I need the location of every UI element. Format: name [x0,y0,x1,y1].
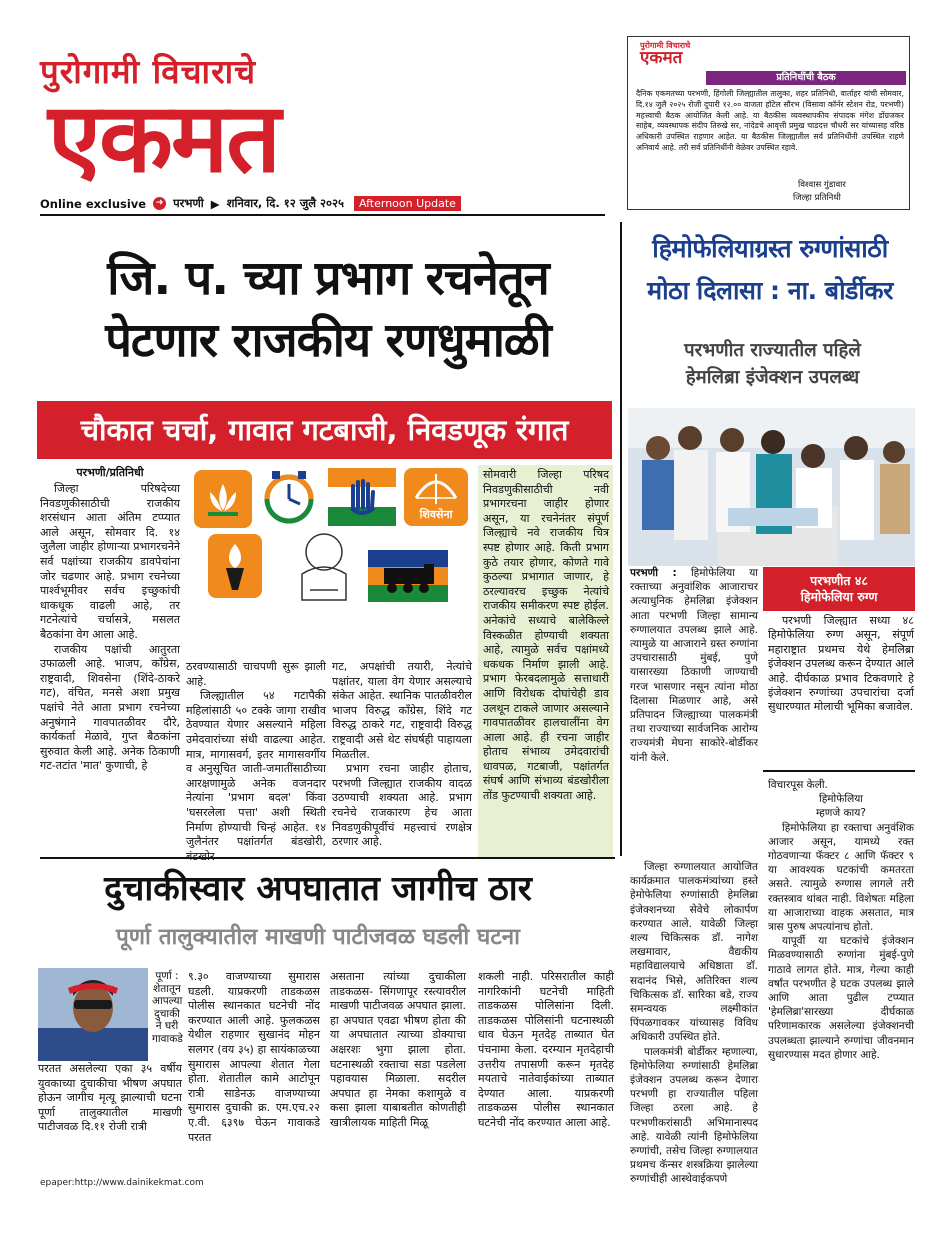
notice-mini-logo: एकमत [640,48,683,68]
arrow-right-icon: ➜ [153,197,166,210]
lead-col4: सोमवारी जिल्हा परिषद निवडणुकीसाठीची नवी प्रभागरचना जाहीर होणार असून, या रचनेनंतर संपूर्ण जिल्ह्याचे नवे राजकीय चित्र स्पष्ट होणार आहे. किती प्रभाग कुठे तयार होणार, कोणते गावे कुठल्या प्रभागात जाणार, हे ठरल्यावरच इच्छुक नेत्यांचे राजकीय समीकरण स्पष्ट होईल. अनेकांचे सध्याचे बालेकिल्ले विस्कळीत होण्याची शक्यता आहे, त्यामुळे सर्वच पक्षांमध्ये धकधक निर्माण झाली आहे. प्रभाग फेरबदलामुळे सत्ताधारी आणि विरोधक दोघांचेही डाव उलथून टाकले जाणार असल्याने गावपातळीवर हालचालींना वेग आला आहे. ही रचना जाहीर होताच संभाव्य उमेदवारांची धावपळ, गटबाजी, पक्षांतर्गत संघर्ष आणि संभाव्य बंडखोरीला तोंड फुटण्याची शक्यता आहे. [483,468,609,803]
lead-col3-p1: गट, अपक्षांची तयारी, नेत्यांचे पक्षांतर, याला वेग येणार असल्याचे संकेत आहेत. स्थानिक पातळीवरील भाजप विरुद्ध काँग्रेस, शिंदे गट विरुद्ध ठाकरे गट, राष्ट्रवादी विरुद्ध राष्ट्रवादी असे थेट संघर्षही पाहायला मिळतील. [332,660,472,761]
lead-headline-line2: पेटणार राजकीय रणधुमाळी [105,313,551,368]
dateline [40,196,605,214]
lead-col2-p1: ठरवण्यासाठी चाचपणी सुरू झाली आहे. [186,660,326,688]
mns-engine-icon [368,550,448,602]
victim-photo [38,968,148,1061]
hemo-col1-top [630,566,758,765]
notice-box [627,36,910,210]
hemo-subhead [630,337,915,391]
lead-col3 [332,660,472,850]
hemo-faq-heading-2: म्हणजे काय? [816,807,866,820]
hemo-headline-line1: हिमोफेलियाग्रस्त रुग्णांसाठी [652,234,888,263]
accident-col3: असताना त्यांच्या दुचाकीला ताडकळस- सिंगणापूर रस्त्यावरील माखणी पाटीजवळ अपघात झाला. हा अपघात एवढा भीषण होता की या अपघातात त्याच्या डोक्याचा अक्षरशः भुगा झाला होता. घटनास्थळी रक्ताचा सडा पडलेला पहावयास मिळाला. सदरील अपघात हा नेमका कशामुळे व कसा झाला याबाबतीत कोणतीही खात्रीलायक माहिती मिळू [330,970,466,1129]
notice-body: दैनिक एकमतच्या परभणी, हिंगोली जिल्ह्यातील तालुका, शहर प्रतिनिधी, वार्ताहर यांची सोमवार, दि.१४ जुलै २०२५ रोजी दुपारी १२.०० वाजता हॉटेल सौरभ (विसावा कॉर्नर स्टेशन रोड, परभणी) महत्त्वाची बैठक आयोजित केली आहे. या बैठकीस व्यवस्थापकीय संपादक मंगेश डोंग्रजकर साहेब, व्यवस्थापक संदीप तिरुखे सर, नांदेडचे आवृत्ती प्रमुख चाडदत्त चौधरी सर यांच्यासह वरिष्ठ अधिकारी उपस्थित राहणार आहेत. या बैठकीस जिल्ह्यातील सर्व प्रतिनिधींनी उपस्थित राहणे अनिवार्य आहे. तरी सर्व प्रतिनिधींनी वेळेवर उपस्थित रहावे. [636,89,904,152]
notice-signatory-title: जिल्हा प्रतिनिधी [793,193,841,203]
hemo-col2-p1: परभणी जिल्ह्यात सध्या ४८ हिमोफेलिया रुग्ण असून, संपूर्ण महाराष्ट्रात प्रथमच येथे हेमलिब्रा इंजेक्शन उपलब्ध करून देण्यात आले आहे. दीर्घकाळ प्रभाव टिकवणारे हे इंजेक्शन रुग्णांच्या उपचारांचा दर्जा सुधारण्यात मोलाची भूमिका बजावेल. [768,614,914,714]
hemo-faq-heading-1: हिमोफेलिया [818,793,864,806]
hemo-col2-lower [768,778,914,1062]
hemo-col2-p2: विचारपूस केली. [768,779,828,791]
column-rule [620,222,622,856]
city-label: परभणी [173,196,204,210]
lead-col1-p1: जिल्हा परिषदेच्या निवडणुकीसाठीची राजकीय शरसंधान आता अंतिम टप्प्यात आले असून, सोमवार दि. १४ जुलैला जाहीर होणाऱ्या प्रभागरचनेने सर्व पक्षांच्या राजकीय डावपेचांना जोर चढणार आहे. प्रभाग रचनेच्या पार्श्वभूमीवर सर्वच इच्छुकांची धाकधूक वाढली आहे, तर गटनेत्यांचे चर्चासत्रे, मसलत बैठकांना वेग आला आहे. [40,482,180,641]
hemo-subhead-line2: हेमलिब्रा इंजेक्शन उपलब्ध [685,367,860,388]
stat-box [763,567,915,611]
divider [40,857,615,859]
hemo-faq-heading [768,792,914,820]
lead-col2 [186,660,326,864]
stat-line2: हिमोफेलिया रुग्ण [800,589,878,604]
divider [763,770,915,772]
lead-headline[interactable] [38,248,618,372]
hemo-photo [628,408,915,566]
hemo-subhead-line1: परभणीत राज्यातील पहिले [684,340,861,361]
lead-strap: चौकात चर्चा, गावात गटबाजी, निवडणूक रंगात [37,401,612,459]
hand-icon [328,468,396,526]
shivsena-label: शिवसेना [419,508,453,521]
divider [40,214,605,216]
railway-engine-icon [282,530,366,612]
accident-headline[interactable]: दुचाकीस्वार अपघातात जागीच ठार [104,869,532,909]
hemo-col1-p3: पालकमंत्री बोर्डीकर म्हणाल्या, हिमोफेलिया रुग्णांसाठी हेमलिब्रा इंजेक्शन उपलब्ध करून देणारा परभणी हा राज्यातील पहिला जिल्हा ठरला आहे. हे परभणीकरांसाठी अभिमानास्पद आहे. यावेळी त्यांनी हिमोफेलिया रुग्णांची, तसेच जिल्हा रुग्णालयात प्रथमच कॅन्सर शस्त्रक्रिया झालेल्या रुग्णांचीही आस्थेवाईकपणे [630,1045,758,1186]
hemo-dateline: परभणी : [630,567,677,579]
masthead-logo[interactable]: एकमत [48,81,279,194]
stat-line1: परभणीत ४८ [810,573,868,588]
update-badge: Afternoon Update [354,196,461,211]
torch-icon [208,534,262,598]
notice-heading: प्रतिनिधींची बैठक [706,71,906,85]
lead-col2-p2: जिल्ह्यातील ५४ गटापैकी महिलांसाठी ५० टक्के जागा राखीव ठेवण्यात येणार असल्याने महिला उमेदवारांच्या संधी वाढल्या आहेत. मात्र, मागासवर्ग, इतर मागासवर्गीय व अनुसूचित जाती-जमातींसाठीच्या आरक्षणामुळे अनेक वजनदार नेत्यांना 'प्रभाग बदल' किंवा 'घसरलेला पत्ता' अशी स्थिती निर्माण होण्याची चिन्हं आहेत. १४ जुलैनंतर पक्षांतर्गत बंडखोरी, [186,689,326,849]
accident-col1-beside-photo: पूर्णा : शेतातून आपल्या दुचाकी ने घरी गावाकडे [152,970,183,1045]
accident-col1-rest: परतत असलेल्या एका ३५ वर्षीय युवकाच्या दुचाकीचा भीषण अपघात होऊन जागीच मृत्यू झाल्याची घटना पूर्णा तालुक्यातील माखणी पाटीजवळ दि.११ रोजी रात्री [38,1062,182,1134]
notice-signatory: विश्वास गुंडावार [798,180,846,190]
lead-col3-p2: प्रभाग रचना जाहीर होताच, परभणी जिल्ह्यात राजकीय वादळ उठण्याची शक्यता आहे. प्रभाग रचनेचे राजकारण हेच आता निवडणुकीपूर्वीचं महत्त्वाचं रणक्षेत्र ठरणार आहे. [332,762,472,849]
lead-headline-line1: जि. प. च्या प्रभाग रचनेतून [107,251,549,306]
online-exclusive-label: Online exclusive [40,196,147,211]
hemo-headline-line2: मोठा दिलासा : ना. बोर्डीकर [647,276,893,305]
accident-col2: ९.३० वाजण्याच्या सुमारास घडली. याप्रकरणी ताडकळस पोलीस स्थानकात घटनेची नोंद करण्यात आली आहे. फुलकळस येथील राहणार सुखानंद मोहन सलगर (वय ३५) हा सायंकाळच्या सुमारास आपल्या शेतात गेला होता. शेतातील कामे आटोपून रात्री साडेनऊ वाजण्याच्या सुमारास दुचाकी क्र. एम.एच.२२ ए.वी. ६३९७ घेऊन गावाकडे परतत [188,970,320,1144]
hemo-col2 [768,614,914,715]
lead-byline: परभणी/प्रतिनिधी [76,466,144,479]
party-logos [186,462,472,654]
accident-col4: शकली नाही. परिसरातील काही नागरिकांनी घटनेची माहिती ताडकळस पोलिसांना दिली. ताडकळस पोलिसांनी घटनास्थळी धाव घेऊन मृतदेह ताब्यात घेत पंचनामा केला. दरम्यान मृतदेहाची उत्तरीय तपासणी करून मृतदेह मयताचे नातेवाईकांच्या ताब्यात देण्यात आला. याप्रकरणी ताडकळस पोलीस स्थानकात घटनेची नोंद करण्यात आला आहे. [478,970,614,1129]
masthead-tagline: पुरोगामी विचाराचे [40,52,257,91]
notice-mini-tagline: पुरोगामी विचाराचे [640,40,691,50]
accident-subhead: पूर्णा तालुक्यातील माखणी पाटीजवळ घडली घटना [115,924,520,950]
hemo-col1-p1: हिमोफेलिया या रक्ताच्या अनुवांशिक आजाराचर अत्याधुनिक हेमलिब्रा इंजेक्शन आता परभणी जिल्हा सामान्य रुग्णालयात उपलब्ध झाले आहे. त्यामुळे या आजाराने ग्रस्त रुग्णांना उपचारासाठी मुंबई, पुणे यासारख्या ठिकाणी जाण्याची गरज भासणार नसून त्यांना मोठा दिलासा मिळणार आहे, असे प्रतिपादन जिल्ह्याच्या पालकमंत्री तथा राज्याच्या सार्वजनिक आरोग्य राज्यमंत्री मेघना साकोरे-बोर्डीकर यांनी केले. [630,567,759,764]
hemo-col1-bottom [630,860,758,1187]
hemo-col1-p2: जिल्हा रुग्णालयात आयोजित कार्यक्रमात पालकमंत्र्यांच्या हस्ते हेमोफेलिया रुग्णांसाठी हेमलिब्रा इंजेक्शनच्या सेवेचे लोकार्पण करण्यात आले. यावेळी जिल्हा शल्य चिकित्सक डॉ. नागेश लखमावार, वैद्यकीय महाविद्यालयाचे अधिष्ठाता डॉ. सदानंद भिसे, अतिरिक्त शल्य चिकित्सक डॉ. सारिका बडे, राज्य समन्वयक लक्ष्मीकांत पिंपळगावकर यांच्यासह विविध अधिकारी उपस्थित होते. [630,861,758,1044]
hemo-headline[interactable] [625,228,915,312]
lotus-icon [194,470,252,528]
date-label: शनिवार, दि. १२ जुलै २०२५ [226,196,344,210]
lead-col1 [40,482,180,774]
clock-icon [258,466,320,528]
bow-arrow-icon [404,468,468,526]
hemo-col2-p3: हिमोफेलिया हा रक्ताचा अनुवंशिक आजार असून, यामध्ये रक्त गोठवणाऱ्या फॅक्टर ८ आणि फॅक्टर ९ या आवश्यक घटकांची कमतरता असते. त्यामुळे रुग्णास लागले तरी रक्तस्त्राव थांबत नाही. विशेषतः महिला या आजाराच्या वाहक असतात, मात्र त्रास पुरुष अपत्यांनाच होतो. [768,821,914,934]
play-arrow-icon: ▶ [210,196,220,211]
lead-col1-p2: राजकीय पक्षांची आतुरता उफाळली आहे. भाजप, काँग्रेस, राष्ट्रवादी, शिवसेना (शिंदे-ठाकरे गट), वंचित, मनसे अशा प्रमुख पक्षांचे नेते आता प्रभाग रचनेच्या अनुषंगाने गावपातळीवर दौरे, कार्यकर्ता मेळावे, गुप्त बैठकांना सुरुवात केली आहे. अनेक ठिकाणी गट-तटांत 'मात' कुणाची, हे [40,642,180,773]
epaper-link[interactable]: epaper:http://www.dainikekmat.com [40,1178,204,1188]
hemo-col2-p4: यापूर्वी या घटकांचे इंजेक्शन मिळवण्यासाठी रुग्णांना मुंबई-पुणे गाठावे लागत होते. मात्र, गेल्या काही वर्षांत परभणीत हे घटक उपलब्ध झाले आणि आता पुढील टप्प्यात 'हेमलिब्रा'सारख्या दीर्घकाळ परिणामकारक असलेल्या इंजेक्शनची उपलब्धता झाल्याने रुग्णांचा जीवनमान सुधारण्यास मदत होणार आहे. [768,935,914,1061]
